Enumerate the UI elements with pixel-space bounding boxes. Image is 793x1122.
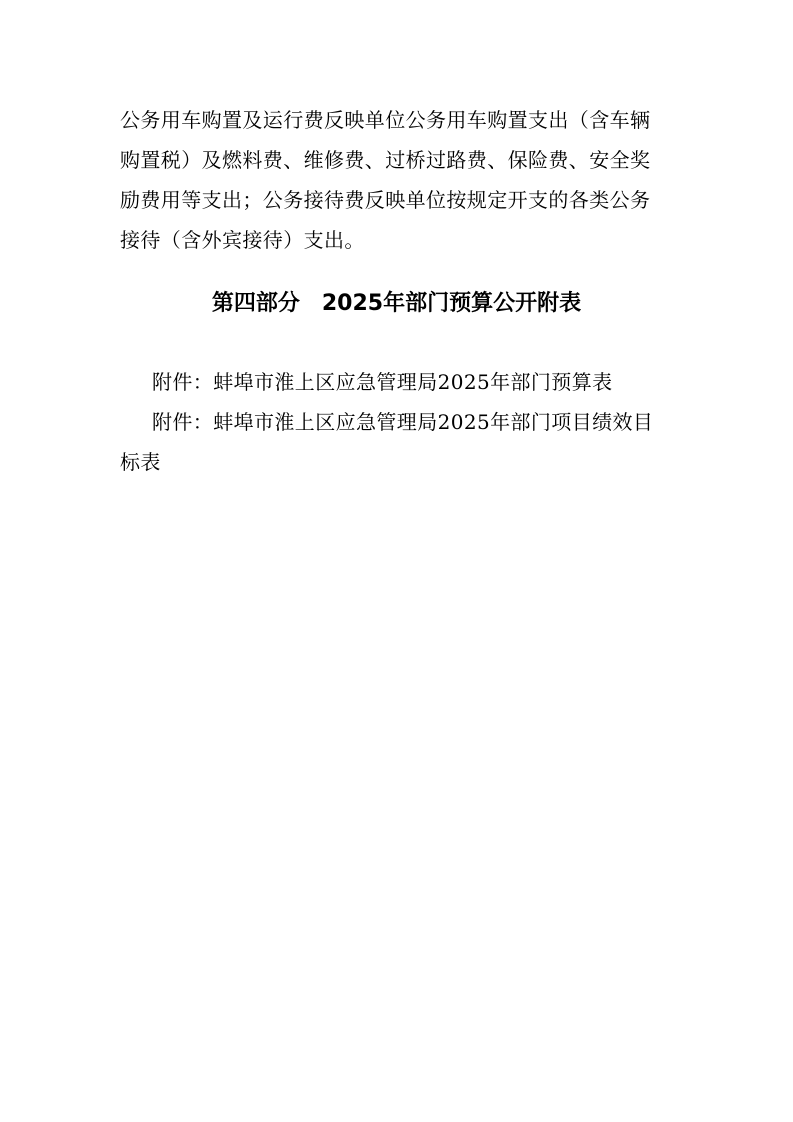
attachment-2-line-1: 附件：蚌埠市淮上区应急管理局2025年部门项目绩效目 xyxy=(152,410,654,434)
attachment-2-line-2: 标表 xyxy=(120,450,161,474)
paragraph-line-2: 购置税）及燃料费、维修费、过桥过路费、保险费、安全奖 xyxy=(120,148,651,172)
paragraph-line-3: 励费用等支出；公务接待费反映单位按规定开支的各类公务 xyxy=(120,188,651,212)
paragraph-line-4: 接待（含外宾接待）支出。 xyxy=(120,228,365,252)
section-heading: 第四部分 2025年部门预算公开附表 xyxy=(211,291,582,316)
attachment-1: 附件：蚌埠市淮上区应急管理局2025年部门预算表 xyxy=(152,370,613,394)
paragraph-line-1: 公务用车购置及运行费反映单位公务用车购置支出（含车辆 xyxy=(120,108,651,132)
